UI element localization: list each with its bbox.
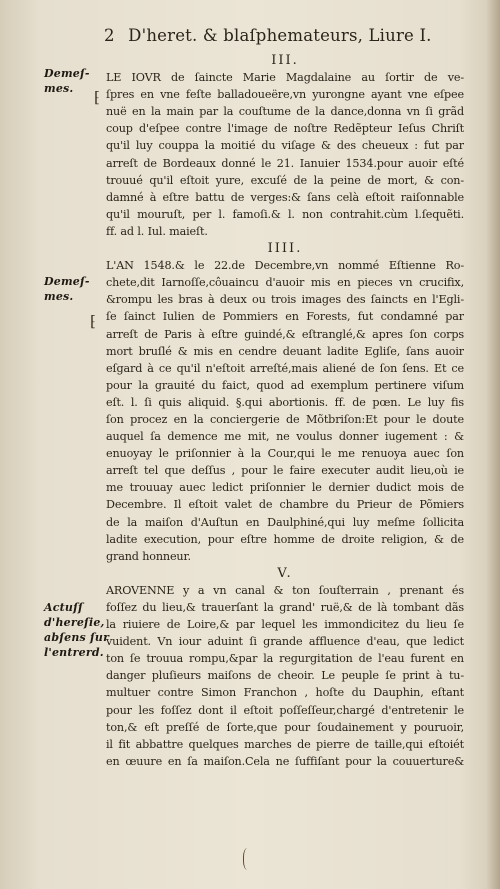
page-number: 2 <box>104 26 115 45</box>
margin-note-line: abſens ſur <box>44 631 110 644</box>
margin-note-line: d'hereſie, <box>44 616 105 629</box>
text-line: damné à eſtre battu de verges:& ſans celà eſtoit raiſonnable <box>106 190 464 204</box>
text-line: ſpres en vne feſte balladoueëre,vn yurongne ayant vne eſpee <box>106 88 464 102</box>
text-line: eſgard à ce qu'il n'eſtoit arreſté,mais aliené de ſon ſens. Et ce <box>106 361 464 375</box>
text-line: chete,dit Iarnoſſe,côuaincu d'auoir mis en pieces vn crucifix, <box>106 276 464 290</box>
text-line: eſt. l. ſi quis aliquid. §.qui abortionis. ff. de pœn. Le luy fis <box>106 395 464 409</box>
text-line: arreſt de Paris à eſtre guindé,& eſtranglé,& apres ſon corps <box>106 327 464 341</box>
text-line: danger pluſieurs maiſons de cheoir. Le peuple ſe print à tu- <box>106 669 464 683</box>
text-line: enuoyay le priſonnier à la Cour,qui le me renuoya auec ſon <box>106 447 464 461</box>
text-line: trouué qu'il eſtoit yure, excuſé de la peine de mort, & con- <box>106 173 464 187</box>
text-line: &rompu les bras à deux ou trois images des ſaincts en l'Egli- <box>106 293 464 307</box>
text-line: L'AN 1548.& le 22.de Decembre,vn nommé Eſtienne Ro- <box>106 259 464 273</box>
running-head <box>104 26 464 45</box>
bracket-mark: ⁅ <box>90 312 96 330</box>
text-line: ff. ad l. Iul. maieſt. <box>106 224 208 238</box>
text-line: ton ſe trouua rompu,&par la regurgitation de l'eau furent en <box>106 652 464 666</box>
text-line: qu'il luy couppa la moitié du viſage & des cheueux : fut par <box>106 139 464 153</box>
text-line: me trouuay auec ledict priſonnier le dernier dudict mois de <box>106 481 464 495</box>
text-line: ton,& eſt preſſé de ſorte,que pour ſoudainement y pouruoir, <box>106 720 464 734</box>
text-line: Decembre. Il eſtoit valet de chambre du Prieur de Põmiers <box>106 498 464 512</box>
margin-note-2 <box>44 274 104 304</box>
text-line: ſon procez en la conciergerie de Mõtbriſon:Et pour le doute <box>106 412 464 426</box>
margin-note-line: mes. <box>44 82 74 95</box>
margin-note-line: mes. <box>44 290 74 303</box>
text-line: coup d'eſpee contre l'image de noſtre Redẽpteur Ieſus Chriſt <box>106 122 464 136</box>
section-number: V. <box>277 565 293 581</box>
margin-note-3 <box>44 600 110 660</box>
margin-note-line: Demeſ- <box>44 67 90 80</box>
text-line: en œuure en ſa maiſon.Cela ne ſuffiſant pour la couuerture& <box>106 754 464 768</box>
text-line: nuë en la main par la couſtume de la dance,donna vn ſi grãd <box>106 105 464 119</box>
text-line: AROVENNE y a vn canal & ton ſouſterrain , prenant és <box>106 583 464 597</box>
text-line: arreſt tel que deſſus , pour le faire executer audit lieu,où ie <box>106 464 464 478</box>
text-line: pour les foſſez dont il eſtoit poſſeſſeur,chargé d'entretenir le <box>106 703 464 717</box>
text-line: qu'il mouruſt, per l. famoſi.& l. non contrahit.cùm l.ſequẽti. <box>106 207 464 221</box>
section-number: III. <box>271 53 299 68</box>
text-line: il fit abbattre quelques marches de pierre de taille,qui eſtoiét <box>106 737 464 751</box>
text-line: vuident. Vn iour aduint ſi grande affluence d'eau, que ledict <box>106 635 464 649</box>
page-edge-shadow <box>486 0 500 889</box>
text-line: LE IOVR de ſaincte Marie Magdalaine au ſortir de ve- <box>106 71 464 85</box>
text-line: foſſez du lieu,& trauerſant la grand' ruë,& de là tombant dãs <box>106 601 464 614</box>
text-line: la riuiere de Loire,& par lequel les immondicitez du lieu ſe <box>106 618 464 632</box>
body-text <box>106 52 464 770</box>
paper-stain-mark <box>243 848 254 870</box>
text-line: ſe ſainct Iulien de Pommiers en Forests, fut condamné par <box>106 310 464 324</box>
text-line: de la maiſon d'Auſtun en Daulphiné,qui luy meſme ſollicita <box>106 515 464 529</box>
bracket-mark: ⁅ <box>94 88 100 106</box>
running-title: D'heret. & blaſphemateurs, Liure I. <box>128 26 432 45</box>
margin-note-line: l'entrerd. <box>44 646 104 659</box>
margin-note-line: Demeſ- <box>44 275 90 288</box>
text-line: grand honneur. <box>106 549 191 563</box>
section-number: IIII. <box>267 241 303 257</box>
text-line: multuer contre Simon Franchon , hoſte du Dauphin, eſtant <box>106 686 464 700</box>
text-line: mort bruſlé & mis en cendre deuant ladite Egliſe, ſans auoir <box>106 344 464 358</box>
text-line: arreſt de Bordeaux donné le 21. Ianuier 1534.pour auoir eſté <box>106 156 464 170</box>
text-line: auquel ſa demence me mit, ne voulus donner iugement : & <box>106 430 464 444</box>
text-line: pour la grauité du faict, quod ad exemplum pertinere viſum <box>106 378 464 392</box>
margin-note-line: Actuſſ <box>44 601 83 614</box>
text-line: ladite execution, pour eſtre homme de droite religion, & de <box>106 532 464 546</box>
